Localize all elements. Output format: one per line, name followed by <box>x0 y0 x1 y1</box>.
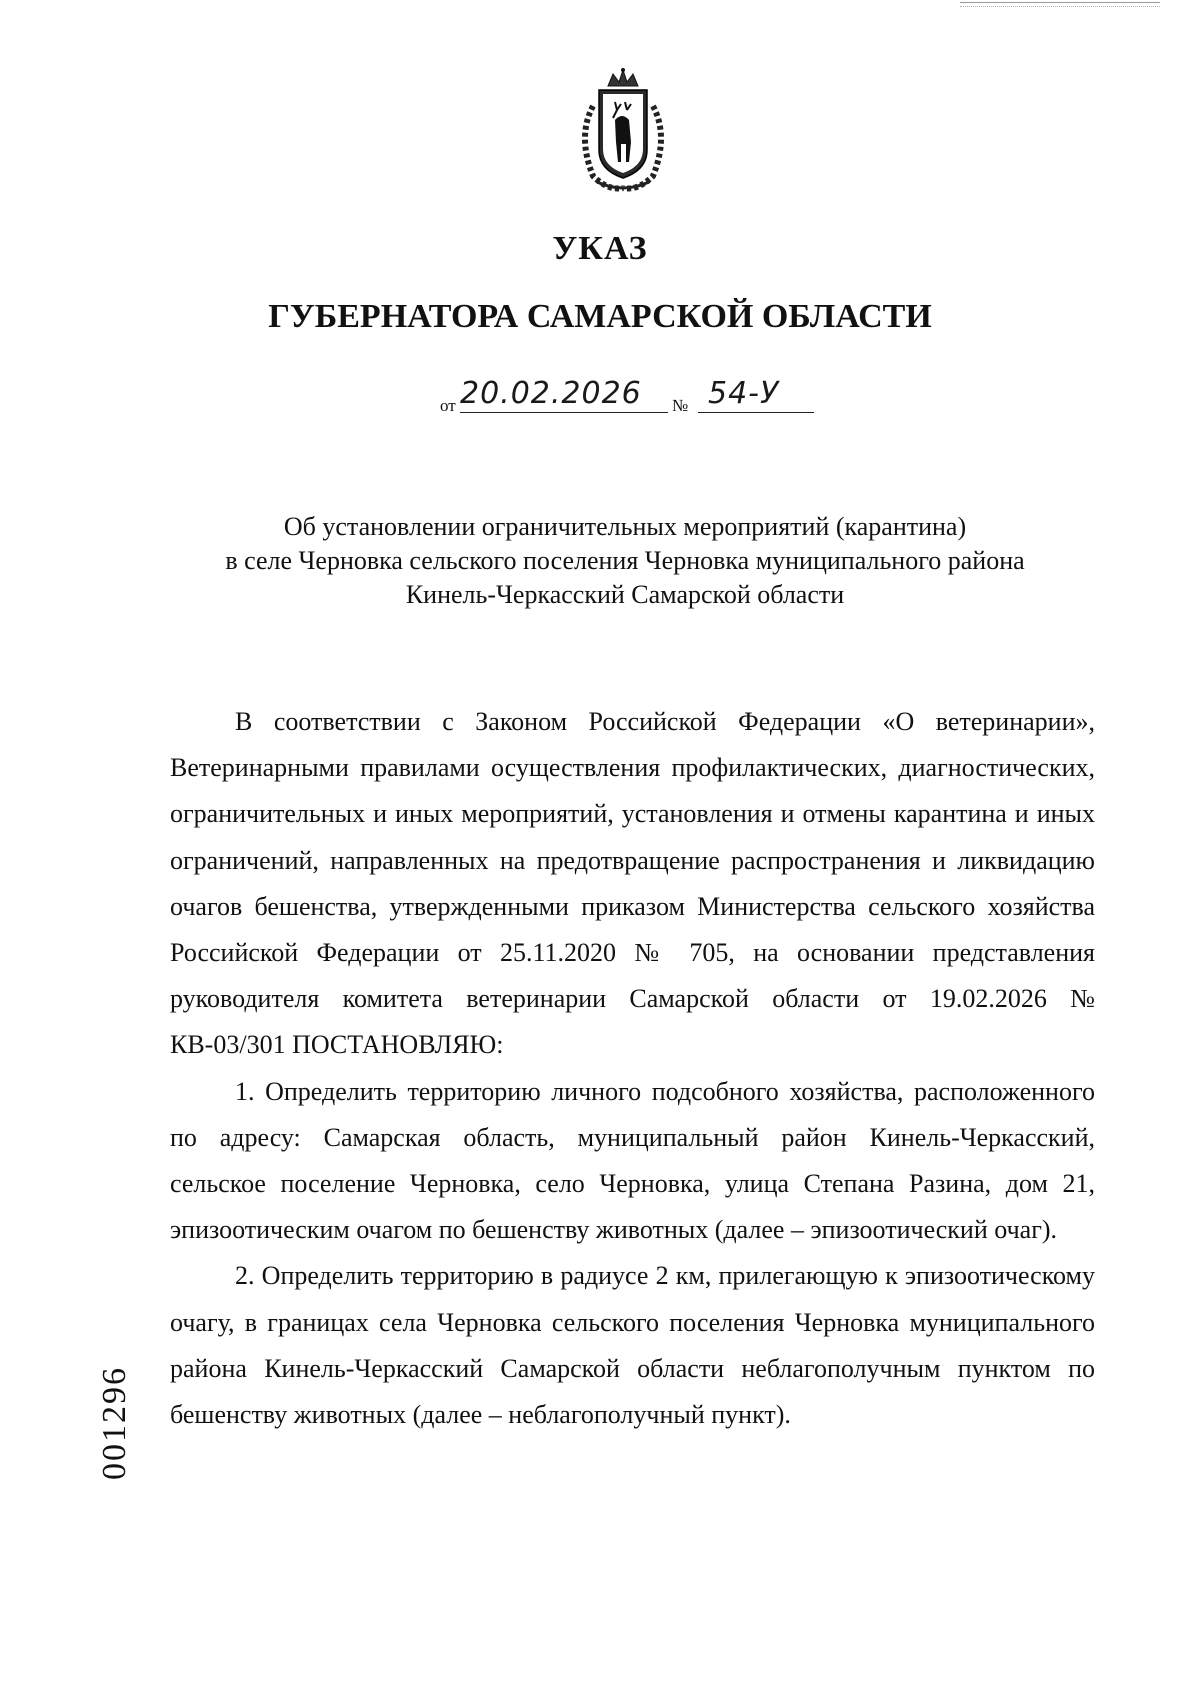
decree-body <box>170 699 1095 1438</box>
decree-subject <box>160 510 1090 612</box>
number-label: № <box>672 396 689 415</box>
issuer-title: ГУБЕРНАТОРА САМАРСКОЙ ОБЛАСТИ <box>268 298 932 335</box>
point-paragraph-1: 1. Определить территорию личного подсобного хозяйства, расположенного по адресу: Самарская область, муниципальный район Кинель-Черкасский, сельское поселение Черновка, село Черновка, улица Степана Разина, дом 21, эпизоотическим очагом по бешенству животных (далее – эпизоотический очаг). <box>170 1076 1095 1245</box>
date-underline <box>460 412 668 413</box>
handwritten-date: 20.02.2026 <box>460 376 642 411</box>
samara-coat-of-arms-emblem <box>563 66 683 196</box>
serial-number: 001296 <box>96 1366 133 1480</box>
date-number-line <box>440 376 820 422</box>
handwritten-number: 54-У <box>708 376 780 411</box>
point-paragraph-2: 2. Определить территорию в радиусе 2 км, прилегающую к эпизоотическому очагу, в границах села Черновка сельского поселения Черновка муниципального района Кинель-Черкасский Самарской области неблагополучным пунктом по бешенству животных (далее – неблагополучный пункт). <box>170 1261 1095 1430</box>
number-underline <box>698 412 814 413</box>
scan-artifact-line <box>960 2 1160 7</box>
preamble-paragraph: В соответствии с Законом Российской Федерации «О ветеринарии», Ветеринарными правилами осуществления профилактических, диагностических, ограничительных и иных мероприятий, установления и отмены карантина и иных ограничений, направленных на предотвращение распространения и ликвидацию очагов бешенства, утвержденными приказом Министерства сельского хозяйства Российской Федерации от 25.11.2020 № 705, на основании представления руководителя комитета ветеринарии Самарской области от 19.02.2026 № КВ-03/301 ПОСТАНОВЛЯЮ: <box>170 707 1095 1060</box>
document-type-title: УКАЗ <box>552 230 648 267</box>
subject-line: Об установлении ограничительных мероприятий (карантина) <box>283 512 967 541</box>
subject-line: в селе Черновка сельского поселения Черновка муниципального района <box>225 546 1025 575</box>
subject-line: Кинель-Черкасский Самарской области <box>405 580 845 609</box>
date-label: от <box>440 396 456 415</box>
